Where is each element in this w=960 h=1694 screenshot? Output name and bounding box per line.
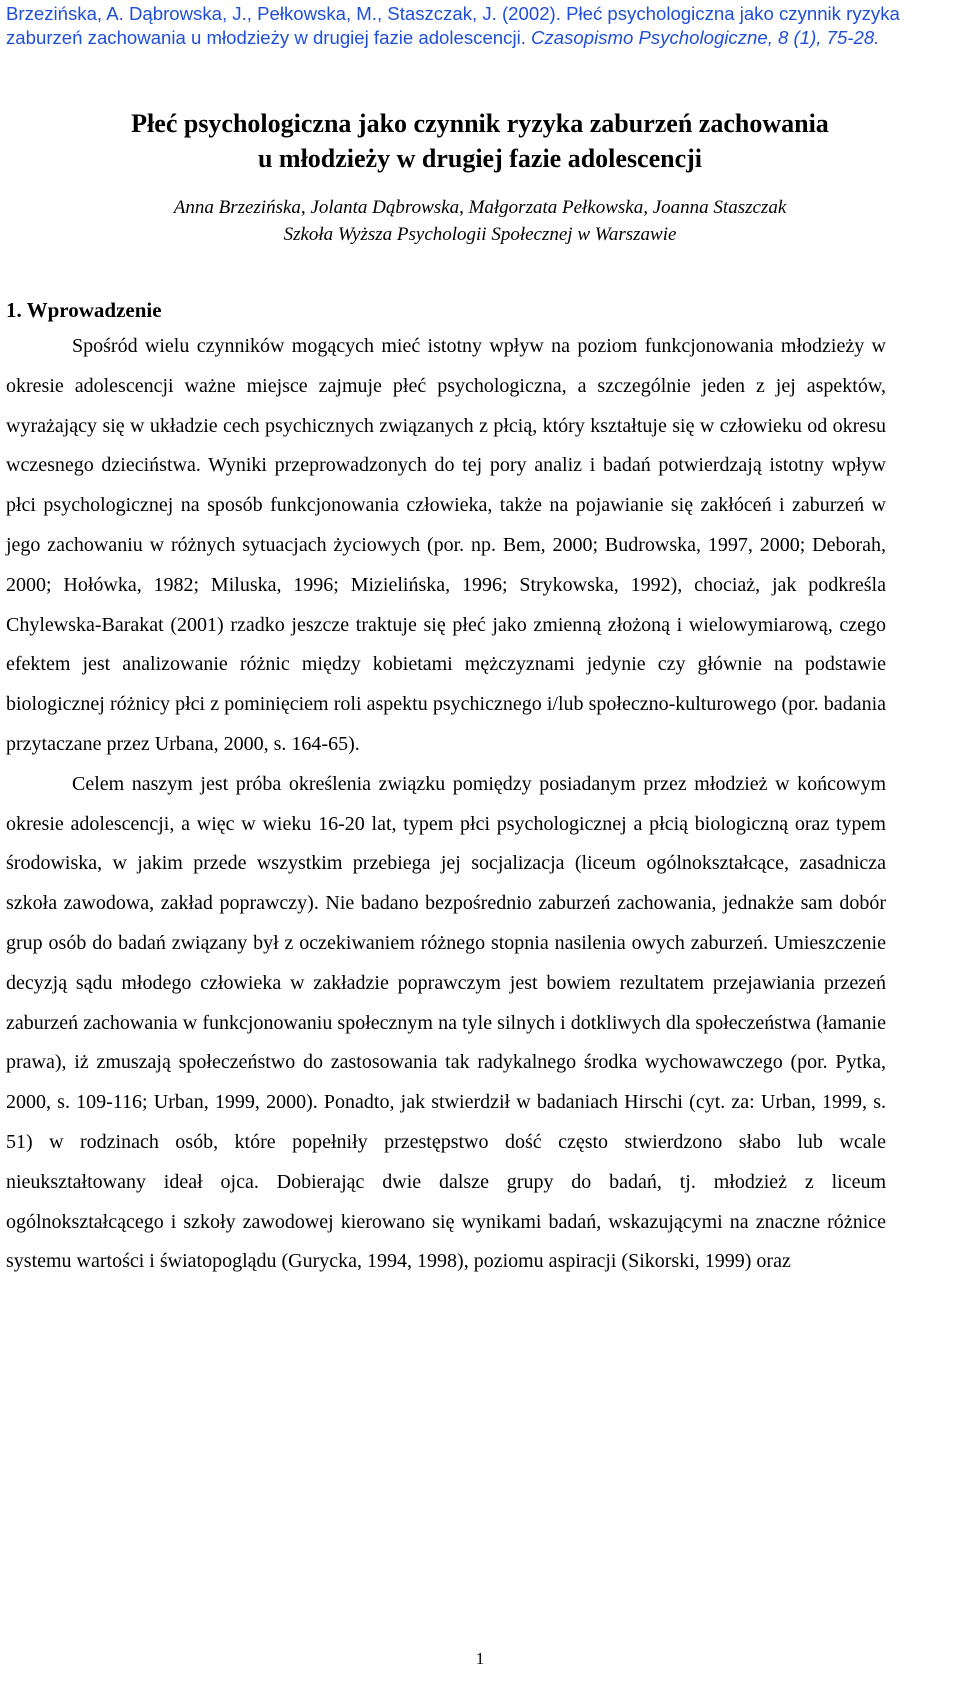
author-names: Anna Brzezińska, Jolanta Dąbrowska, Małgorzata Pełkowska, Joanna Staszczak xyxy=(173,197,787,218)
section-body xyxy=(6,327,886,1282)
author-block xyxy=(0,194,960,248)
page-number: 1 xyxy=(475,1649,485,1668)
citation-journal: Czasopismo Psychologiczne, 8 (1), 75-28. xyxy=(531,27,880,48)
paragraph: Celem naszym jest próba określenia związku pomiędzy posiadanym przez młodzież w końcowym okresie adolescencji, a więc w wieku 16-20 lat, typem płci psychologicznej a płcią biologiczną oraz typem środowiska, w jakim przede wszystkim przebiega jej socjalizacja (liceum ogólnokształcące, zasadnicza szkoła zawodowa, zakład poprawczy). Nie badano bezpośrednio zaburzeń zachowania, jednakże sam dobór grup osób do badań związany był z oczekiwaniem różnego stopnia nasilenia owych zaburzeń. Umieszczenie decyzją sądu młodego człowieka w zakładzie poprawczym jest bowiem rezultatem przejawiania przezeń zaburzeń zachowania w funkcjonowaniu społecznym na tyle silnych i dotkliwych dla społeczeństwa (łamanie prawa), iż zmuszają społeczeństwo do zastosowania tak radykalnego środka wychowawczego (por. Pytka, 2000, s. 109-116; Urban, 1999, 2000). Ponadto, jak stwierdził w badaniach Hirschi (cyt. za: Urban, 1999, s. 51) w rodzinach osób, które popełniły przestępstwo dość często stwierdzono słabo lub wcale nieukształtowany ideał ojca. Dobierając dwie dalsze grupy do badań, tj. młodzież z liceum ogólnokształcącego i szkoły zawodowej kierowano się wynikami badań, wskazującymi na znaczne różnice systemu wartości i światopoglądu (Gurycka, 1994, 1998), poziomu aspiracji (Sikorski, 1999) oraz xyxy=(6,772,886,1273)
section-heading: 1. Wprowadzenie xyxy=(6,298,162,322)
citation-header xyxy=(6,2,946,50)
paper-title-line-2: u młodzieży w drugiej fazie adolescencji xyxy=(257,144,703,173)
citation-text: Brzezińska, A. Dąbrowska, J., Pełkowska, M., Staszczak, J. (2002). Płeć psychologiczna jako czynnik ryzyka zaburzeń zachowania u młodzieży w drugiej fazie adolescencji. xyxy=(6,3,900,48)
author-affiliation: Szkoła Wyższa Psychologii Społecznej w Warszawie xyxy=(283,224,677,245)
paper-title xyxy=(0,106,960,176)
paragraph: Spośród wielu czynników mogących mieć istotny wpływ na poziom funkcjonowania młodzieży w okresie adolescencji ważne miejsce zajmuje płeć psychologiczna, a szczególnie jeden z jej aspektów, wyrażający się w układzie cech psychicznych związanych z płcią, który kształtuje się w człowieku od okresu wczesnego dzieciństwa. Wyniki przeprowadzonych do tej pory analiz i badań potwierdzają istotny wpływ płci psychologicznej na sposób funkcjonowania człowieka, także na pojawianie się zakłóceń i zaburzeń w jego zachowaniu w różnych sytuacjach życiowych (por. np. Bem, 2000; Budrowska, 1997, 2000; Deborah, 2000; Hołówka, 1982; Miluska, 1996; Mizielińska, 1996; Strykowska, 1992), chociaż, jak podkreśla Chylewska-Barakat (2001) rzadko jeszcze traktuje się płeć jako zmienną złożoną i wielowymiarową, czego efektem jest analizowanie różnic między kobietami mężczyznami jedynie czy głównie na podstawie biologicznej różnicy płci z pominięciem roli aspektu psychicznego i/lub społeczno-kulturowego (por. badania przytaczane przez Urbana, 2000, s. 164-65). xyxy=(6,335,886,755)
paper-title-line-1: Płeć psychologiczna jako czynnik ryzyka zaburzeń zachowania xyxy=(131,109,829,138)
